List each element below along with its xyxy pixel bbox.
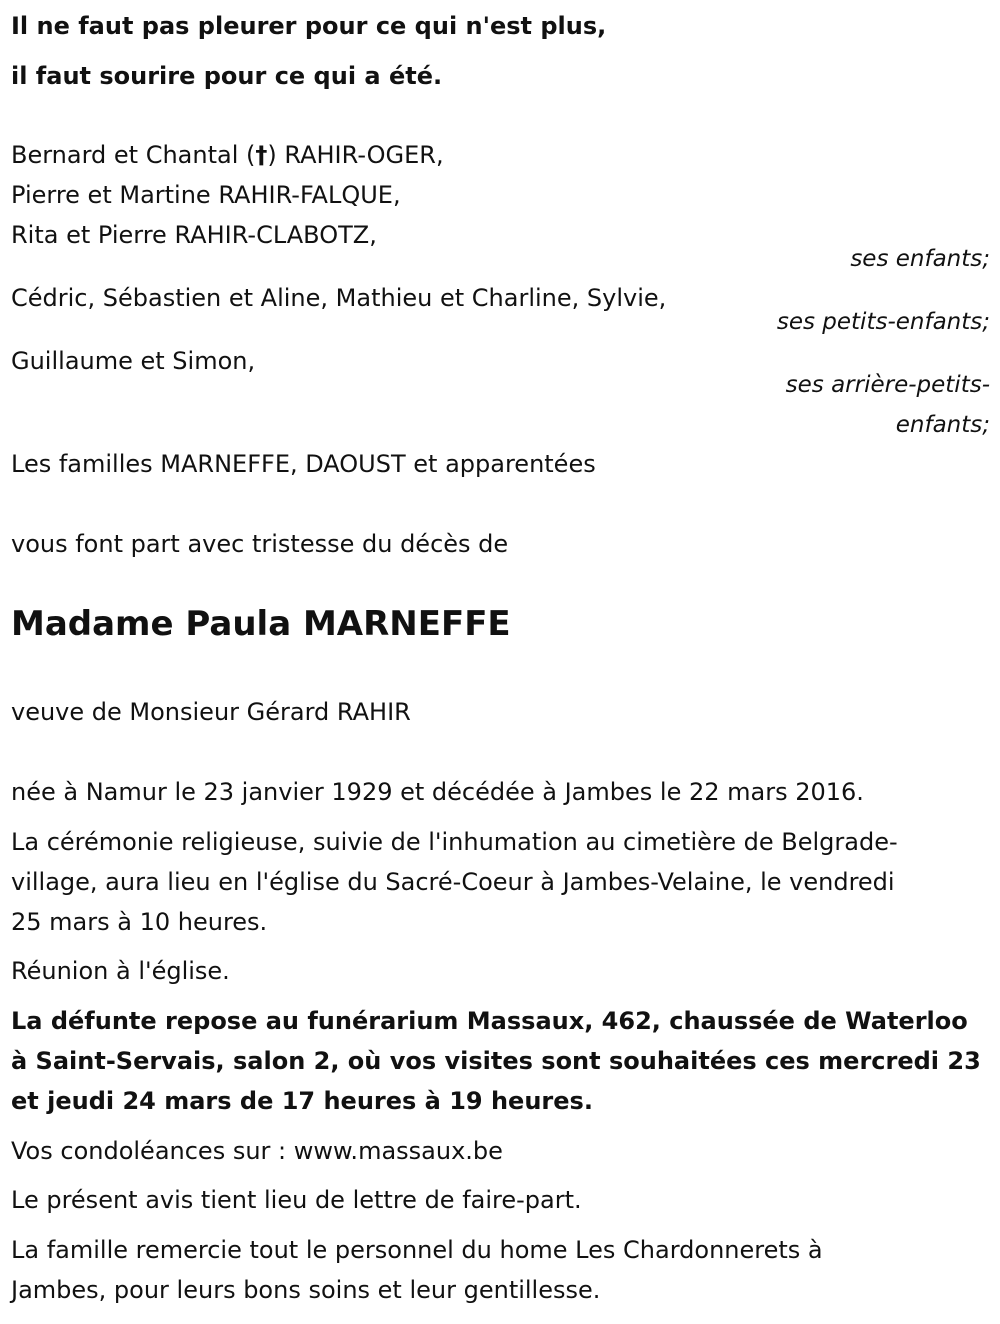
ceremony-line-1: La cérémonie religieuse, suivie de l'inhumation au cimetière de Belgrade- bbox=[11, 828, 898, 856]
thanks-line-2: Jambes, pour leurs bons soins et leur gentillesse. bbox=[11, 1276, 601, 1304]
quote-line-1: Il ne faut pas pleurer pour ce qui n'est plus, bbox=[11, 12, 607, 40]
condolences: Vos condoléances sur : www.massaux.be bbox=[11, 1137, 503, 1165]
children-line-1-pre: Bernard et Chantal ( bbox=[11, 141, 256, 169]
great-grandchildren-names: Guillaume et Simon, bbox=[11, 347, 256, 375]
great-grandchildren-role-1: ses arrière-petits- bbox=[785, 372, 990, 398]
quote-line-2: il faut sourire pour ce qui a été. bbox=[11, 62, 443, 90]
children-role: ses enfants; bbox=[850, 246, 990, 272]
notice: Le présent avis tient lieu de lettre de faire-part. bbox=[11, 1186, 582, 1214]
children-line-1 bbox=[11, 141, 444, 169]
children-line-3: Rita et Pierre RAHIR-CLABOTZ, bbox=[11, 221, 377, 249]
widow-of: veuve de Monsieur Gérard RAHIR bbox=[11, 698, 411, 726]
funerarium-line-3: et jeudi 24 mars de 17 heures à 19 heures. bbox=[11, 1087, 593, 1115]
families: Les familles MARNEFFE, DAOUST et apparentées bbox=[11, 450, 596, 478]
grandchildren-names: Cédric, Sébastien et Aline, Mathieu et Charline, Sylvie, bbox=[11, 284, 667, 312]
cross-icon: † bbox=[255, 141, 268, 169]
announce: vous font part avec tristesse du décès de bbox=[11, 530, 509, 558]
children-line-1-post: ) RAHIR-OGER, bbox=[267, 141, 444, 169]
grandchildren-role: ses petits-enfants; bbox=[776, 309, 990, 335]
children-line-2: Pierre et Martine RAHIR-FALQUE, bbox=[11, 181, 401, 209]
deceased-name: Madame Paula MARNEFFE bbox=[11, 604, 511, 644]
ceremony-line-2: village, aura lieu en l'église du Sacré-Coeur à Jambes-Velaine, le vendredi bbox=[11, 868, 895, 896]
funerarium-line-1: La défunte repose au funérarium Massaux, 462, chaussée de Waterloo bbox=[11, 1007, 968, 1035]
thanks-line-1: La famille remercie tout le personnel du home Les Chardonnerets à bbox=[11, 1236, 823, 1264]
ceremony-line-3: 25 mars à 10 heures. bbox=[11, 908, 268, 936]
great-grandchildren-role-2: enfants; bbox=[895, 412, 990, 438]
born-died: née à Namur le 23 janvier 1929 et décédée à Jambes le 22 mars 2016. bbox=[11, 778, 864, 806]
reunion: Réunion à l'église. bbox=[11, 957, 230, 985]
funerarium-line-2: à Saint-Servais, salon 2, où vos visites sont souhaitées ces mercredi 23 bbox=[11, 1047, 981, 1075]
